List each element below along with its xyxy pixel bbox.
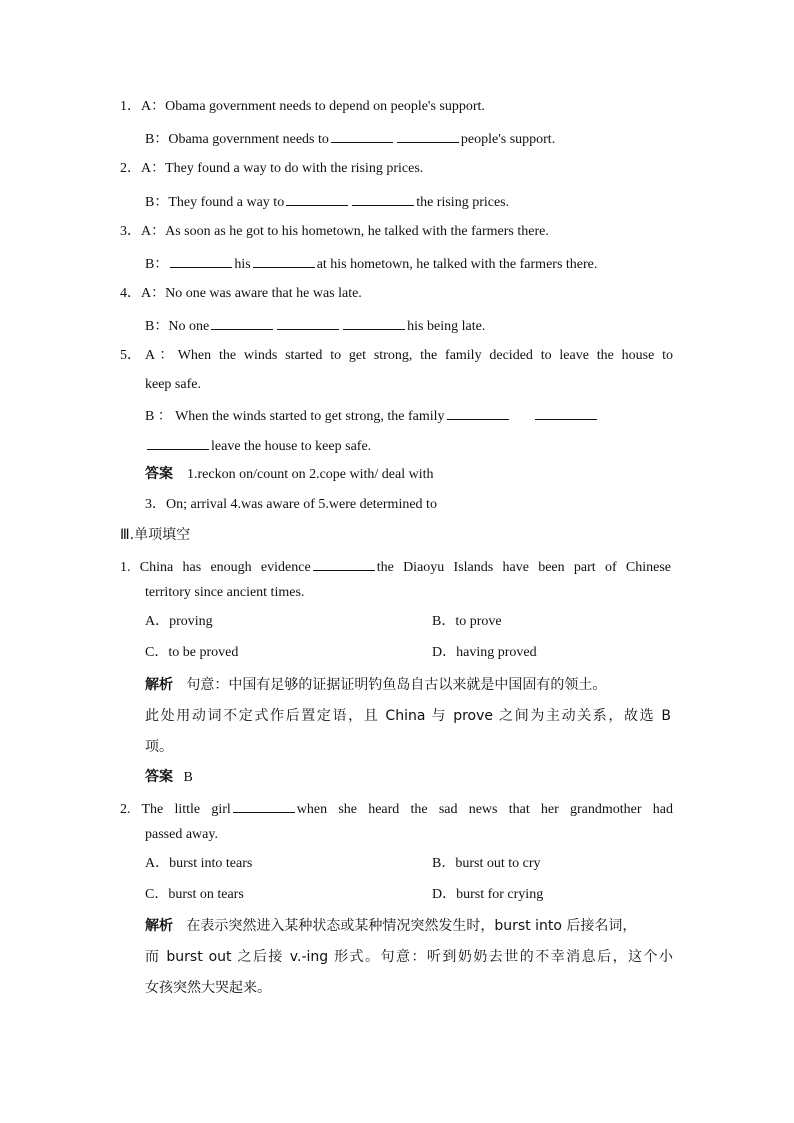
q4-line-b: B：No one his being late. (145, 316, 485, 336)
blank[interactable] (211, 316, 273, 330)
q5-line-a2: keep safe. (145, 377, 201, 392)
blank[interactable] (286, 192, 348, 206)
q5-num: 5． (120, 348, 141, 363)
section-heading: Ⅲ.单项填空 (120, 527, 191, 543)
p3-q2-option-b[interactable]: B．burst out to cry (432, 856, 541, 871)
p3-q1-explanation-2: 此处用动词不定式作后置定语，且 China 与 prove 之间为主动关系，故选 B (145, 708, 671, 724)
p3-q2-option-d[interactable]: D．burst for crying (432, 887, 544, 902)
q5-line-a1: A：When the winds started to get strong, the family decided to leave the house to (145, 348, 673, 363)
blank[interactable] (535, 406, 597, 420)
blank[interactable] (447, 406, 509, 420)
blank[interactable] (253, 254, 315, 268)
blank[interactable] (147, 436, 209, 450)
blank[interactable] (233, 799, 295, 813)
p3-q2-stem-2: passed away. (145, 827, 218, 842)
p3-q1-stem-2: territory since ancient times. (145, 585, 305, 600)
p3-q1-explanation-1: 解析 句意：中国有足够的证据证明钓鱼岛自古以来就是中国固有的领土。 (145, 677, 607, 693)
p3-q1-answer: 答案 B (145, 769, 193, 785)
q4-line-a: 4．A：No one was aware that he was late. (120, 286, 362, 301)
p3-q2-explanation-3: 女孩突然大哭起来。 (145, 980, 271, 996)
p3-q2-option-c[interactable]: C．burst on tears (145, 887, 244, 902)
p3-q1-option-c[interactable]: C．to be proved (145, 645, 239, 660)
blank[interactable] (352, 192, 414, 206)
blank[interactable] (343, 316, 405, 330)
q5-line-b1: B ： When the winds started to get strong, the family (145, 406, 599, 426)
p3-q2-stem-1: 2. The little girl when she heard the sad news that her grandmother had (120, 799, 673, 819)
blank[interactable] (277, 316, 339, 330)
p3-q1-option-d[interactable]: D．having proved (432, 645, 537, 660)
part2-answers-2: 3．On; arrival 4.was aware of 5.were determined to (145, 497, 437, 512)
q3-line-b: B： his at his hometown, he talked with the farmers there. (145, 254, 597, 274)
p3-q1-option-b[interactable]: B．to prove (432, 614, 502, 629)
p3-q2-explanation-1: 解析 在表示突然进入某种状态或某种情况突然发生时，burst into 后接名词， (145, 918, 637, 934)
blank[interactable] (313, 557, 375, 571)
part2-answers-1: 答案 1.reckon on/count on 2.cope with/ deal with (145, 466, 434, 482)
blank[interactable] (331, 129, 393, 143)
q1-line-b: B：Obama government needs to people's support. (145, 129, 555, 149)
p3-q1-explanation-3: 项。 (145, 739, 173, 755)
p3-q1-option-a[interactable]: A．proving (145, 614, 213, 629)
blank[interactable] (170, 254, 232, 268)
q5-line-b2: leave the house to keep safe. (145, 436, 371, 456)
p3-q1-stem-1: 1. China has enough evidence the Diaoyu Islands have been part of Chinese (120, 557, 671, 577)
q2-line-a: 2．A：They found a way to do with the rising prices. (120, 161, 424, 176)
p3-q2-explanation-2: 而 burst out 之后接 v.-ing 形式。句意：听到奶奶去世的不幸消息后，这个小 (145, 949, 673, 965)
q3-line-a: 3．A：As soon as he got to his hometown, he talked with the farmers there. (120, 224, 549, 239)
p3-q2-option-a[interactable]: A．burst into tears (145, 856, 253, 871)
blank[interactable] (397, 129, 459, 143)
q2-line-b: B：They found a way to the rising prices. (145, 192, 509, 212)
q1-line-a: 1．A：Obama government needs to depend on people's support. (120, 99, 485, 114)
